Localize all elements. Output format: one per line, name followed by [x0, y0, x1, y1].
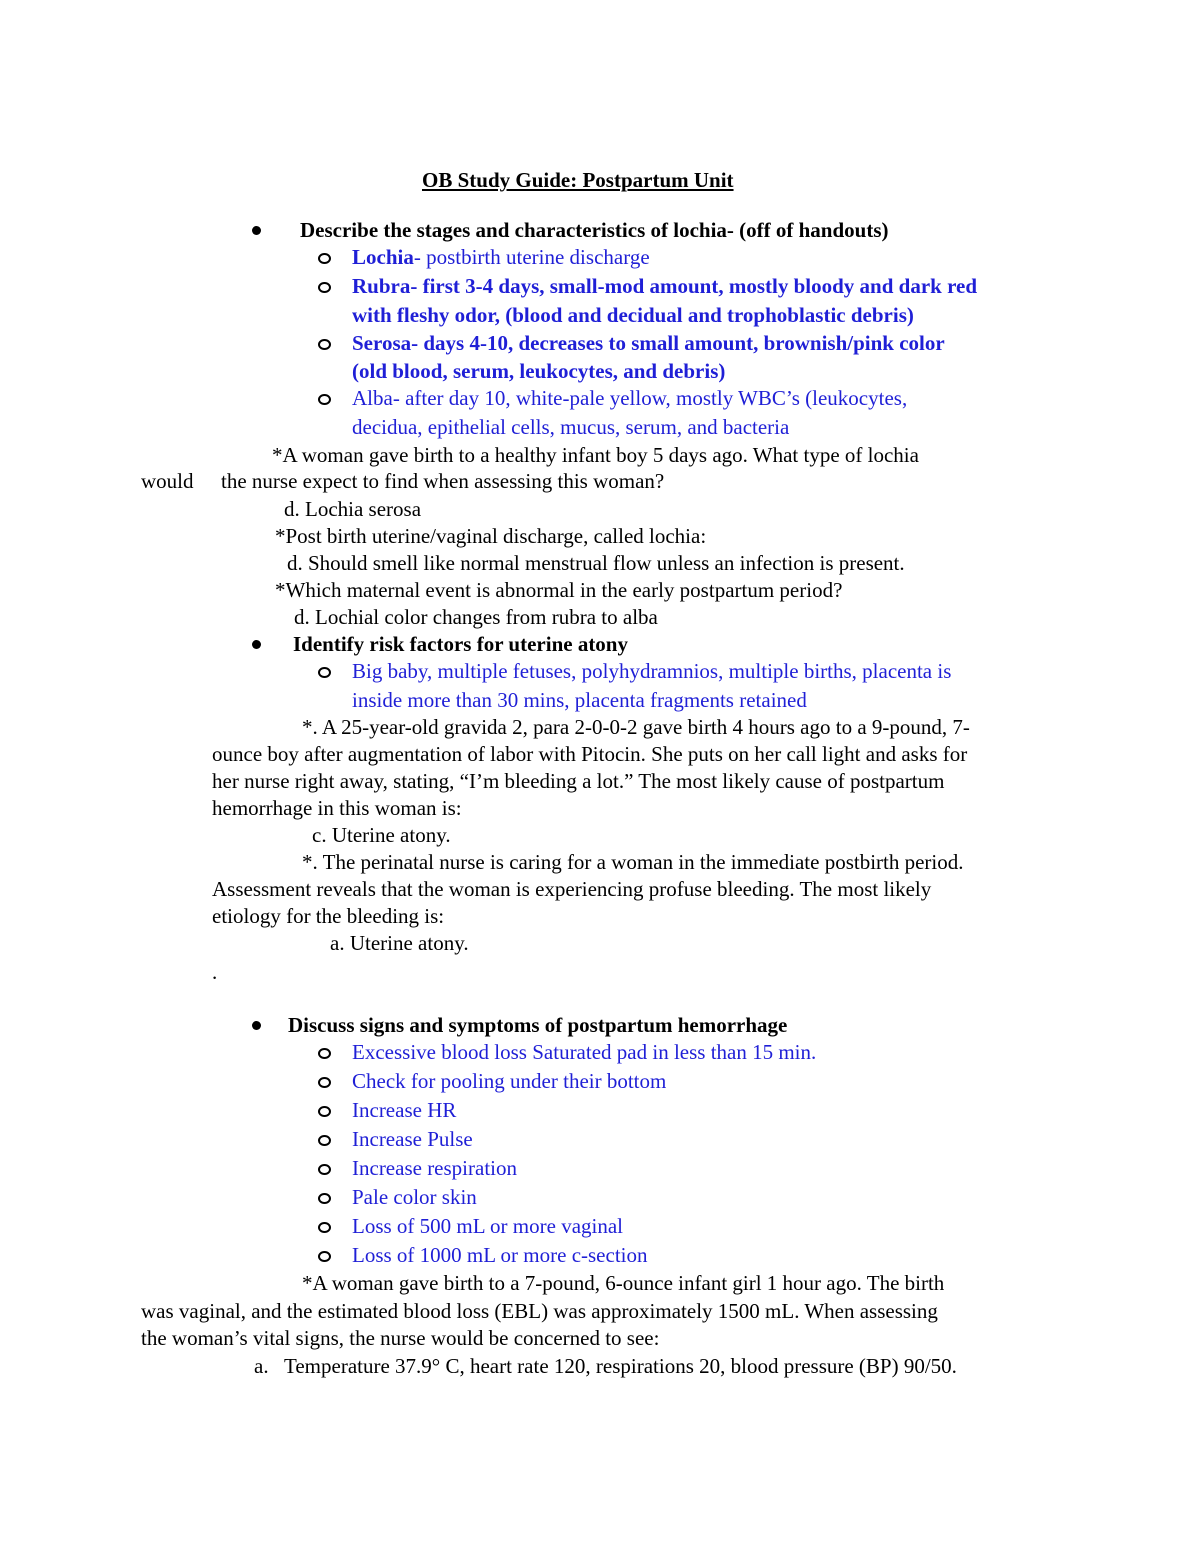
question-text-word: would [141, 469, 194, 493]
question-text: *A woman gave birth to a healthy infant boy 5 days ago. What type of lochia [272, 443, 919, 467]
question-text: Assessment reveals that the woman is experiencing profuse bleeding. The most likely [212, 877, 932, 901]
answer-text: d. Lochia serosa [284, 497, 422, 521]
question-text: was vaginal, and the estimated blood loss (EBL) was approximately 1500 mL. When assessing [141, 1299, 938, 1323]
question-text: *. A 25-year-old gravida 2, para 2-0-0-2 gave birth 4 hours ago to a 9-pound, 7- [302, 715, 970, 739]
list-item-symptom: Check for pooling under their bottom [352, 1069, 667, 1093]
circle-bullet-icon [318, 1193, 331, 1204]
answer-text: Temperature 37.9° C, heart rate 120, respirations 20, blood pressure (BP) 90/50. [284, 1354, 957, 1378]
circle-bullet-icon [318, 1135, 331, 1146]
bullet-icon [252, 1021, 261, 1030]
circle-bullet-icon [318, 394, 331, 405]
list-item-alba-cont: decidua, epithelial cells, mucus, serum, and bacteria [352, 415, 790, 439]
section-heading-lochia: Describe the stages and characteristics of lochia- (off of handouts) [300, 218, 889, 242]
def-lochia: - postbirth uterine discharge [413, 245, 650, 269]
circle-bullet-icon [318, 339, 331, 350]
question-text: etiology for the bleeding is: [212, 904, 445, 928]
list-item-symptom: Loss of 1000 mL or more c-section [352, 1243, 648, 1267]
list-item-lochia [352, 243, 650, 271]
answer-label: a. [254, 1354, 269, 1378]
answer-text: d. Should smell like normal menstrual flow unless an infection is present. [287, 551, 905, 575]
stray-dot: . [212, 960, 218, 984]
list-item-symptom: Excessive blood loss Saturated pad in less than 15 min. [352, 1040, 817, 1064]
list-item-alba: Alba- after day 10, white-pale yellow, mostly WBC’s (leukocytes, [352, 386, 908, 410]
list-item-symptom: Increase HR [352, 1098, 457, 1122]
circle-bullet-icon [318, 253, 331, 264]
section-heading-atony: Identify risk factors for uterine atony [293, 632, 628, 656]
section-heading-hemorrhage: Discuss signs and symptoms of postpartum hemorrhage [288, 1013, 788, 1037]
question-text: *A woman gave birth to a 7-pound, 6-ounce infant girl 1 hour ago. The birth [302, 1271, 945, 1295]
answer-text: d. Lochial color changes from rubra to alba [294, 605, 658, 629]
list-item-serosa-cont: (old blood, serum, leukocytes, and debris) [352, 359, 726, 383]
answer-text: a. Uterine atony. [330, 931, 469, 955]
list-item-symptom: Increase respiration [352, 1156, 517, 1180]
circle-bullet-icon [318, 282, 331, 293]
circle-bullet-icon [318, 1048, 331, 1059]
bullet-icon [252, 640, 261, 649]
question-text: the woman’s vital signs, the nurse would be concerned to see: [141, 1326, 660, 1350]
list-item-symptom: Loss of 500 mL or more vaginal [352, 1214, 624, 1238]
question-text: ounce boy after augmentation of labor with Pitocin. She puts on her call light and asks for [212, 742, 968, 766]
list-item-risk-cont: inside more than 30 mins, placenta fragments retained [352, 688, 807, 712]
list-item-symptom: Pale color skin [352, 1185, 477, 1209]
bullet-icon [252, 226, 261, 235]
page-title: OB Study Guide: Postpartum Unit [422, 168, 734, 192]
question-text: her nurse right away, stating, “I’m bleeding a lot.” The most likely cause of postpartum [212, 769, 945, 793]
circle-bullet-icon [318, 1106, 331, 1117]
list-item-symptom: Increase Pulse [352, 1127, 473, 1151]
list-item-serosa: Serosa- days 4-10, decreases to small amount, brownish/pink color [352, 331, 945, 355]
list-item-risk: Big baby, multiple fetuses, polyhydramnios, multiple births, placenta is [352, 659, 952, 683]
question-text: *. The perinatal nurse is caring for a woman in the immediate postbirth period. [302, 850, 964, 874]
question-text: hemorrhage in this woman is: [212, 796, 462, 820]
term-lochia: Lochia [352, 245, 414, 269]
circle-bullet-icon [318, 1077, 331, 1088]
answer-text: c. Uterine atony. [312, 823, 451, 847]
question-text: *Post birth uterine/vaginal discharge, called lochia: [275, 524, 707, 548]
circle-bullet-icon [318, 1222, 331, 1233]
circle-bullet-icon [318, 1164, 331, 1175]
circle-bullet-icon [318, 667, 331, 678]
question-text: the nurse expect to find when assessing this woman? [221, 469, 665, 493]
question-text: *Which maternal event is abnormal in the early postpartum period? [275, 578, 843, 602]
list-item-rubra: Rubra- first 3-4 days, small-mod amount, mostly bloody and dark red [352, 274, 978, 298]
list-item-rubra-cont: with fleshy odor, (blood and decidual and trophoblastic debris) [352, 303, 914, 327]
circle-bullet-icon [318, 1251, 331, 1262]
